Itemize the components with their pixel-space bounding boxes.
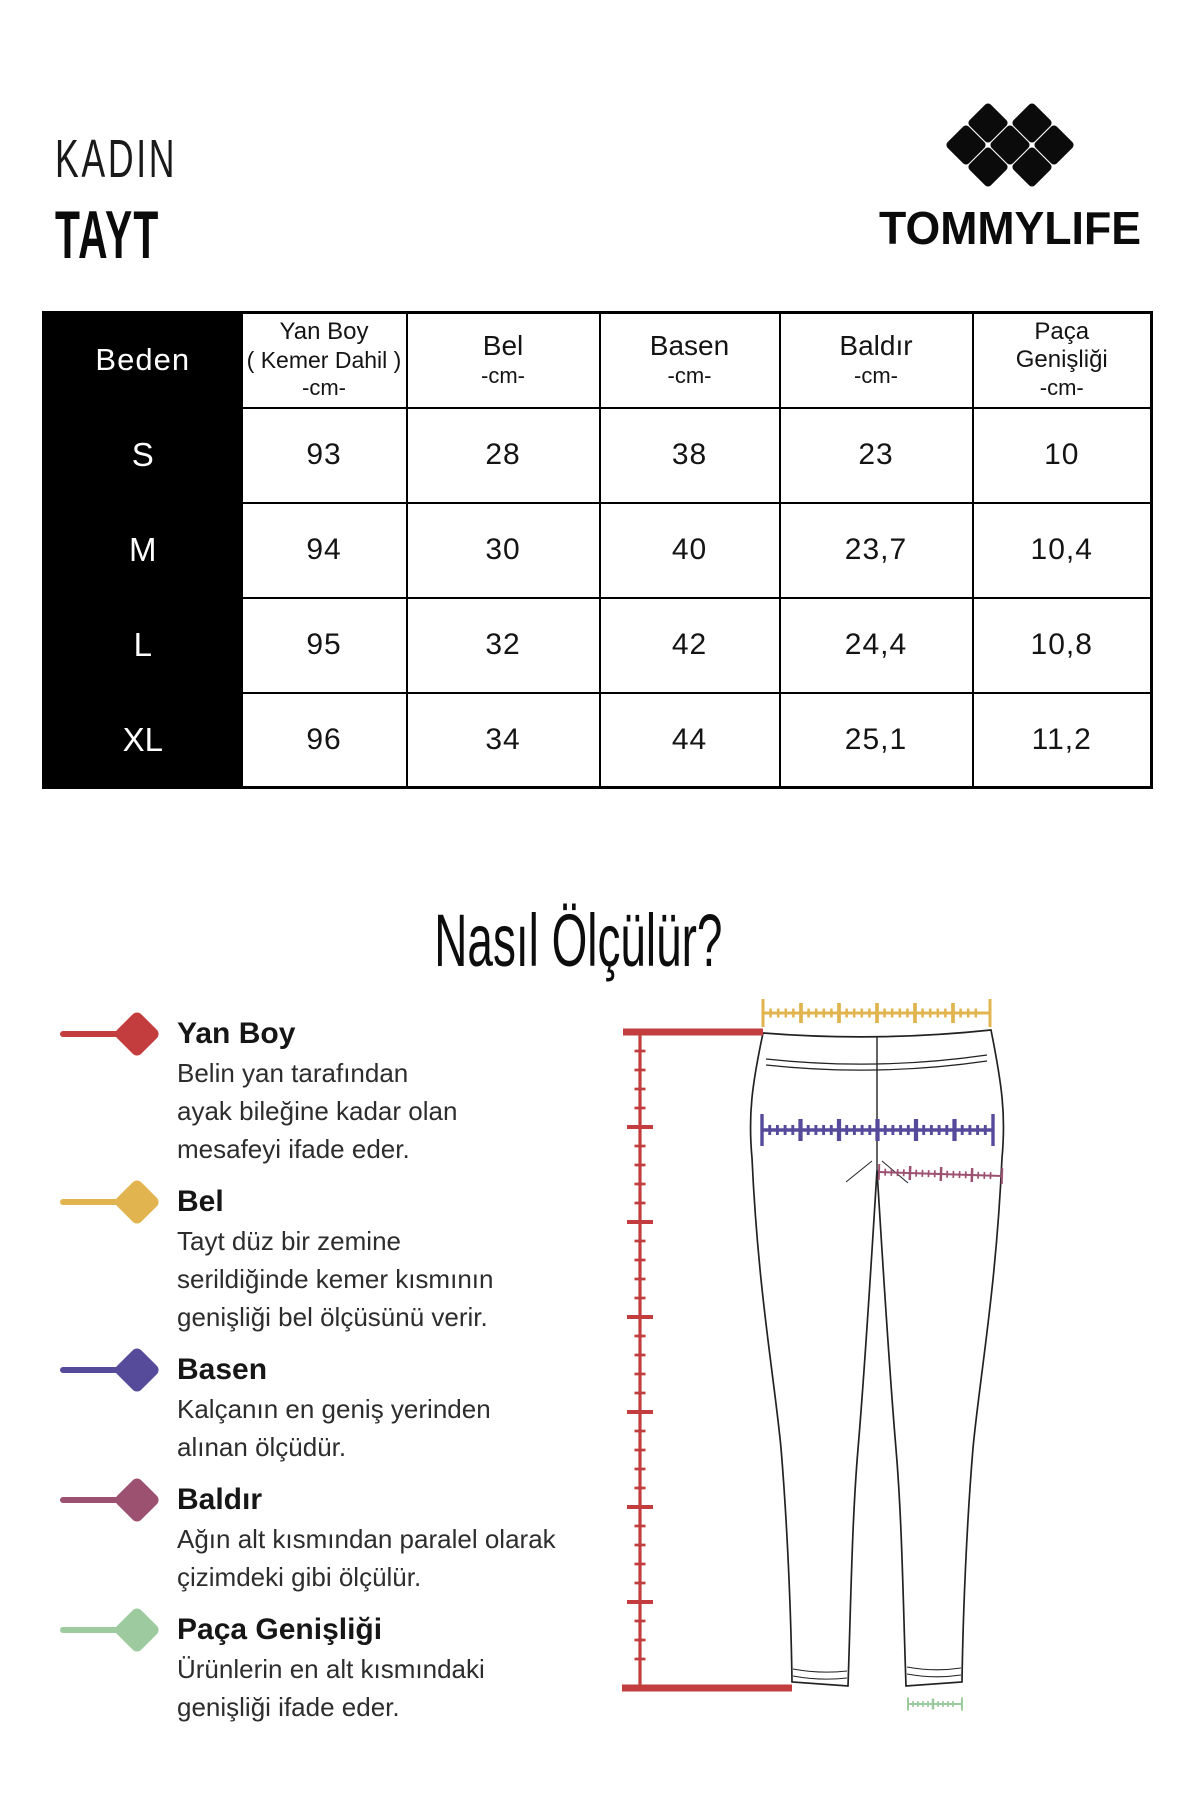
legend-description: Tayt düz bir zemine serildiğinde kemer kısmının genişliği bel ölçüsünü verir. [177,1226,494,1332]
table-cell: 10 [973,408,1152,503]
legend-label: Yan Boy [177,1017,296,1050]
table-cell: 93 [242,408,407,503]
table-cell: 40 [600,503,780,598]
legend-description: Belin yan tarafından ayak bileğine kadar olan mesafeyi ifade eder. [177,1058,458,1164]
column-title: Basen [649,330,730,362]
table-cell: 38 [600,408,780,503]
table-cell: 94 [242,503,407,598]
table-cell: 44 [600,693,780,788]
how-to-measure-title: Nasıl Ölçülür? [433,899,723,982]
column-unit: -cm- [481,363,525,389]
column-title: Yan Boy [279,318,369,346]
table-cell: 95 [242,598,407,693]
paca-ruler [908,1698,962,1711]
product-title: TAYT [55,197,160,273]
category-title: KADIN [55,129,178,189]
column-title: Bel [482,330,524,362]
table-cell: 11,2 [973,693,1152,788]
column-unit: -cm- [1039,375,1084,401]
column-subtitle: Genişliği [1015,346,1108,374]
column-subtitle: ( Kemer Dahil ) [246,347,402,374]
size-label: M [44,503,242,598]
table-cell: 24,4 [780,598,973,693]
table-cell: 23,7 [780,503,973,598]
table-cell: 34 [407,693,600,788]
table-cell: 32 [407,598,600,693]
legend-label: Baldır [177,1483,263,1516]
column-title: Baldır [839,330,913,362]
table-cell: 10,8 [973,598,1152,693]
legend-label: Bel [177,1185,224,1218]
size-label: XL [44,693,242,788]
column-unit: -cm- [854,363,898,389]
table-cell: 96 [242,693,407,788]
brand-name: TOMMYLIFE [879,202,1141,254]
table-cell: 28 [407,408,600,503]
legend-description: Ürünlerin en alt kısmındaki genişliği ifade eder. [177,1654,485,1722]
bel-ruler [763,999,990,1027]
yan-boy-ruler [627,1032,653,1688]
legend-label: Paça Genişliği [177,1613,383,1646]
table-cell: 42 [600,598,780,693]
legend-label: Basen [177,1353,268,1386]
legend-description: Ağın alt kısmından paralel olarak çizimdeki gibi ölçülür. [177,1524,556,1592]
table-cell: 10,4 [973,503,1152,598]
size-label: S [44,408,242,503]
table-cell: 25,1 [780,693,973,788]
column-title: Paça [1034,318,1090,346]
column-unit: -cm- [667,363,712,389]
table-cell: 30 [407,503,600,598]
corner-header-cell: Beden [44,313,242,408]
size-label: L [44,598,242,693]
column-unit: -cm- [302,375,346,401]
table-cell: 23 [780,408,973,503]
legend-description: Kalçanın en geniş yerinden alınan ölçüdür. [177,1394,491,1462]
